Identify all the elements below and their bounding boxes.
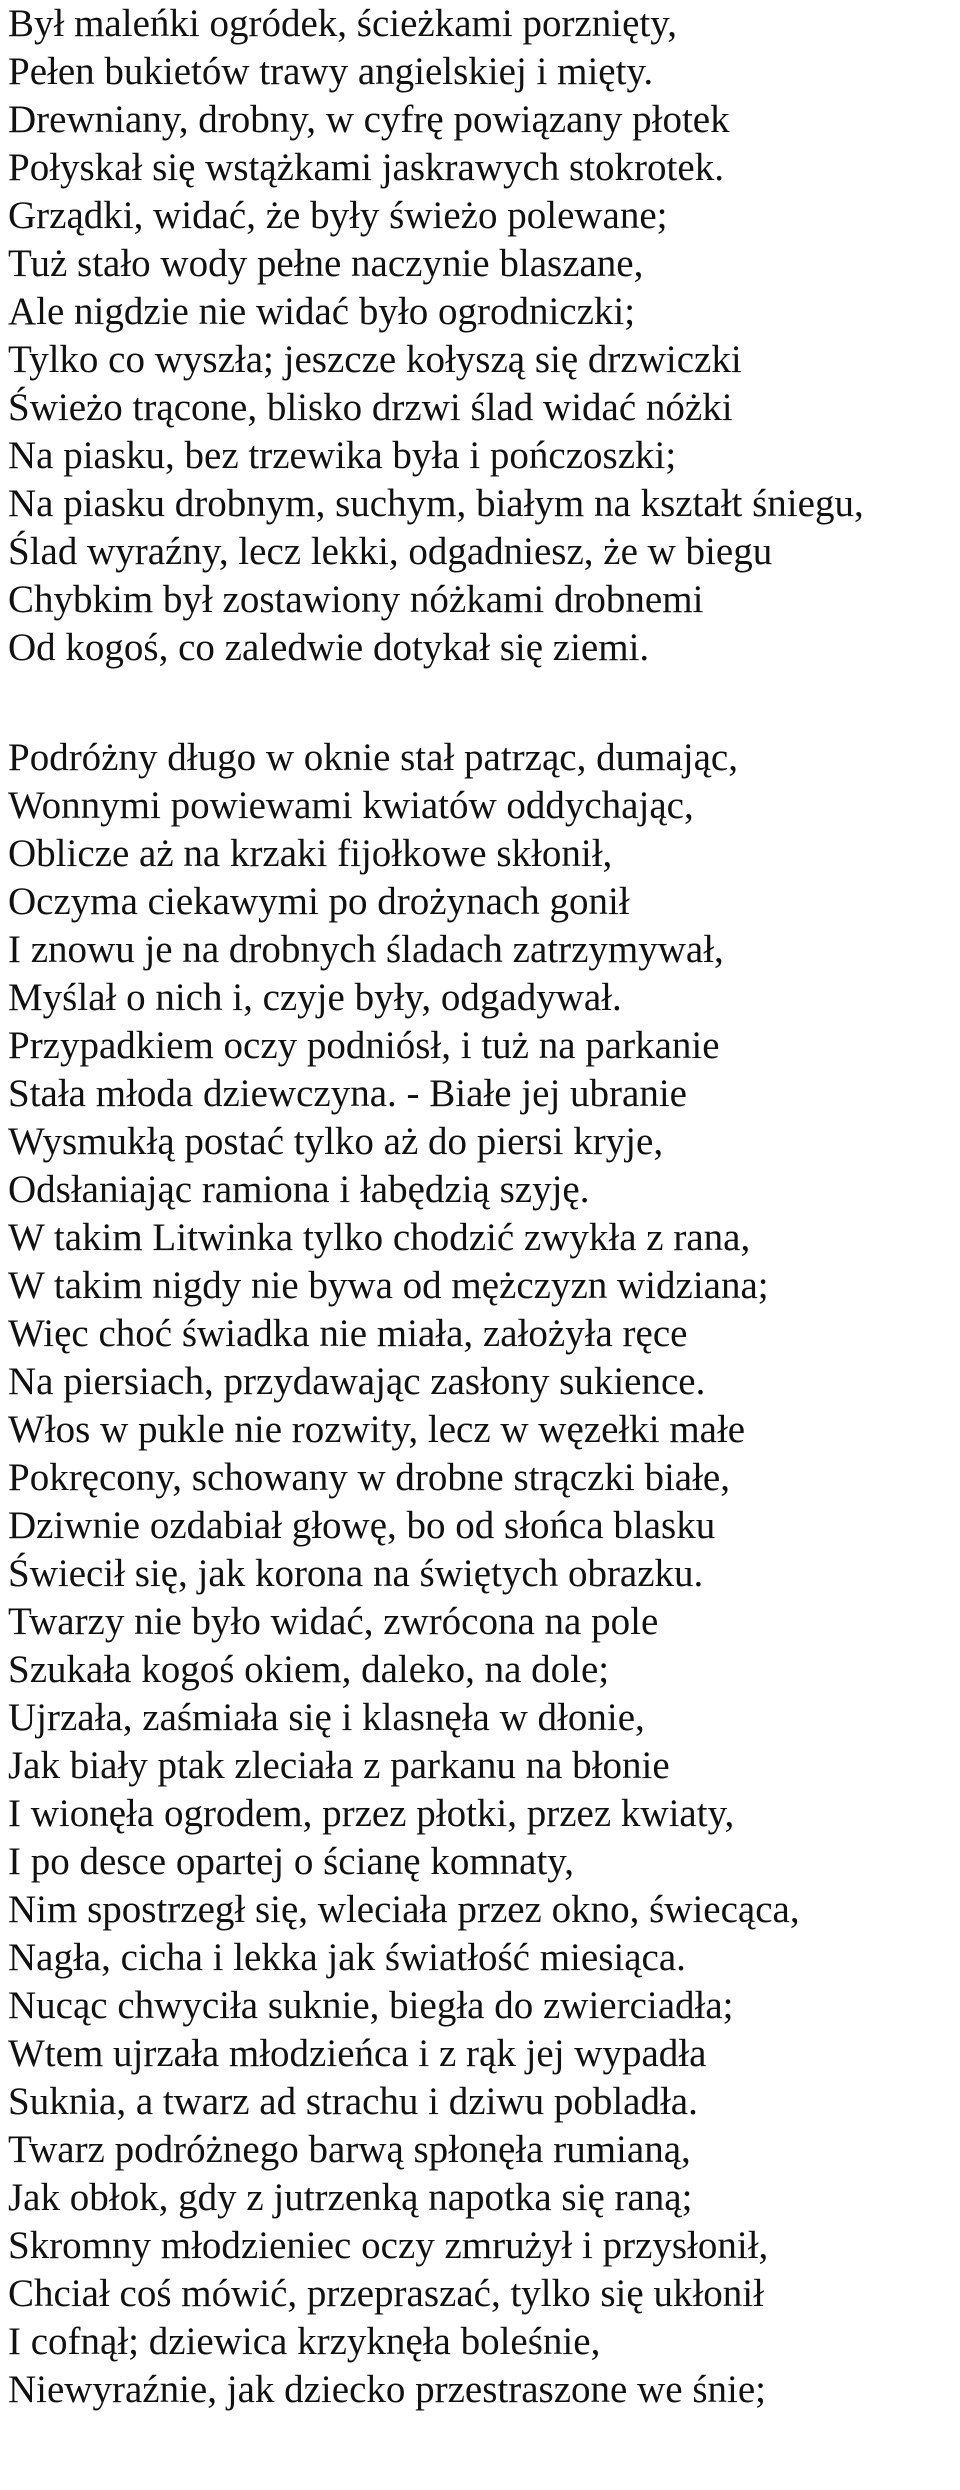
poem-line: W takim Litwinka tylko chodzić zwykła z rana, [8,1216,751,1259]
poem-line: Na piersiach, przydawając zasłony sukience. [8,1360,706,1403]
poem-line: Był maleńki ogródek, ścieżkami porznięty, [8,2,677,45]
poem-line: Wtem ujrzała młodzieńca i z rąk jej wypadła [8,2032,707,2075]
poem-line: Szukała kogoś okiem, daleko, na dole; [8,1648,610,1691]
poem-line: Drewniany, drobny, w cyfrę powiązany płotek [8,98,730,141]
poem-line: Chybkim był zostawiony nóżkami drobnemi [8,578,704,621]
poem-line: Tylko co wyszła; jeszcze kołyszą się drzwiczki [8,338,742,381]
poem-line: Podróżny długo w oknie stał patrząc, dumając, [8,736,738,779]
poem-line: Myślał o nich i, czyje były, odgadywał. [8,976,622,1019]
poem-line: I cofnął; dziewica krzyknęła boleśnie, [8,2320,601,2363]
poem-line: Pokręcony, schowany w drobne strączki białe, [8,1456,730,1499]
poem-line: Ale nigdzie nie widać było ogrodniczki; [8,290,636,333]
poem-line: Świeżo trącone, blisko drzwi ślad widać nóżki [8,386,733,429]
poem-line: Jak biały ptak zleciała z parkanu na błonie [8,1744,670,1787]
poem-line: I wionęła ogrodem, przez płotki, przez kwiaty, [8,1792,735,1835]
poem-line: Nim spostrzegł się, wleciała przez okno, świecąca, [8,1888,800,1931]
poem-line: Oblicze aż na krzaki fijołkowe skłonił, [8,832,613,875]
poem-line: Dziwnie ozdabiał głowę, bo od słońca blasku [8,1504,716,1547]
poem-line: Oczyma ciekawymi po drożynach gonił [8,880,630,923]
poem-line: Od kogoś, co zaledwie dotykał się ziemi. [8,626,650,669]
poem-line: Twarzy nie było widać, zwrócona na pole [8,1600,659,1643]
poem-line: Wysmukłą postać tylko aż do piersi kryje, [8,1120,664,1163]
poem-line: Tuż stało wody pełne naczynie blaszane, [8,242,644,285]
poem-line: Przypadkiem oczy podniósł, i tuż na parkanie [8,1024,720,1067]
poem-line: Ujrzała, zaśmiała się i klasnęła w dłonie, [8,1696,645,1739]
poem-line: I znowu je na drobnych śladach zatrzymywał, [8,928,724,971]
poem-line: Stała młoda dziewczyna. - Białe jej ubranie [8,1072,687,1115]
poem-line: Skromny młodzieniec oczy zmrużył i przysłonił, [8,2224,769,2267]
poem-line: Grządki, widać, że były świeżo polewane; [8,194,668,237]
poem-line: Ślad wyraźny, lecz lekki, odgadniesz, że w biegu [8,530,773,573]
poem-line: Chciał coś mówić, przepraszać, tylko się ukłonił [8,2272,764,2315]
poem-line: Połyskał się wstążkami jaskrawych stokrotek. [8,146,724,189]
poem-line: Nagła, cicha i lekka jak światłość miesiąca. [8,1936,686,1979]
poem-line: Odsłaniając ramiona i łabędzią szyję. [8,1168,590,1211]
poem-line: Jak obłok, gdy z jutrzenką napotka się raną; [8,2176,693,2219]
poem-line: Twarz podróżnego barwą spłonęła rumianą, [8,2128,691,2171]
poem-line: W takim nigdy nie bywa od mężczyzn widziana; [8,1264,769,1307]
poem-line: Pełen bukietów trawy angielskiej i mięty. [8,50,654,93]
poem-line: I po desce opartej o ścianę komnaty, [8,1840,575,1883]
poem-line: Niewyraźnie, jak dziecko przestraszone we śnie; [8,2368,766,2411]
poem-line: Świecił się, jak korona na świętych obrazku. [8,1552,704,1595]
poem-line: Nucąc chwyciła suknie, biegła do zwierciadła; [8,1984,734,2027]
poem-line: Włos w pukle nie rozwity, lecz w węzełki małe [8,1408,746,1451]
poem-line: Suknia, a twarz ad strachu i dziwu pobladła. [8,2080,698,2123]
poem-line: Na piasku, bez trzewika była i pończoszki; [8,434,677,477]
poem-line: Na piasku drobnym, suchym, białym na kształt śniegu, [8,482,864,525]
poem-line: Wonnymi powiewami kwiatów oddychając, [8,784,694,827]
poem-line: Więc choć świadka nie miała, założyła ręce [8,1312,688,1355]
